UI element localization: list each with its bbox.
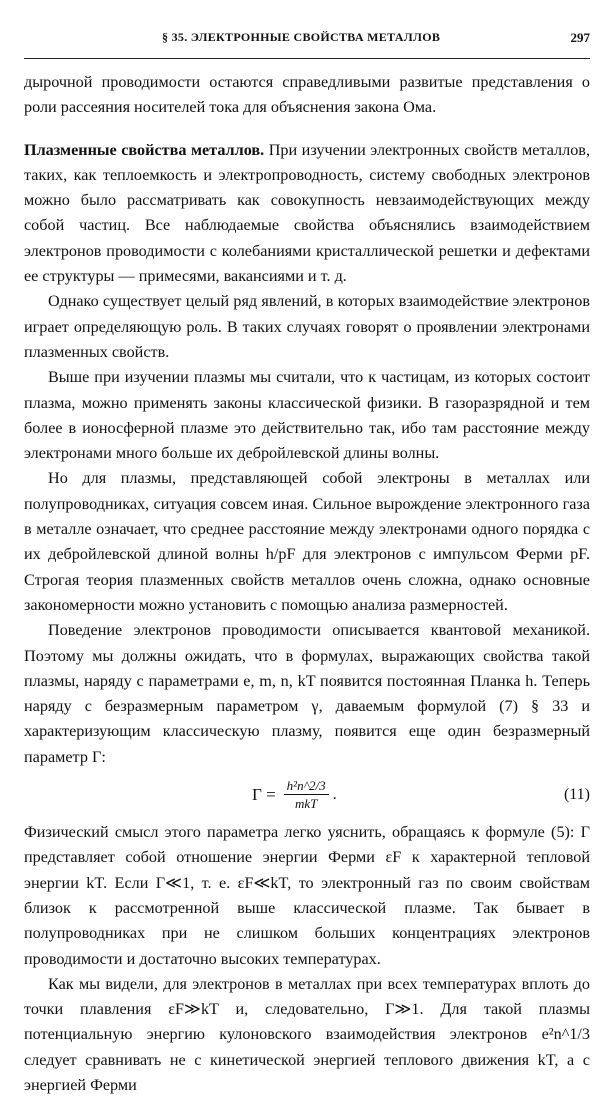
equation-body: [252, 778, 337, 811]
paragraph-plasma-properties: [24, 138, 590, 290]
equation-fraction: [284, 778, 329, 811]
section-heading: Плазменные свойства металлов.: [24, 140, 265, 159]
paragraph: Как мы видели, для электронов в металлах при всех температурах вплоть до точки плавления εF≫kT и, следовательно, Γ≫1. Для такой плазмы потенциальную энергию кулоновского взаимодействия электронов e²n^1/3 следует сравнивать не с кинетической энергией теплового движения kT, а с энергией Ферми: [24, 974, 590, 1094]
paragraph: Выше при изучении плазмы мы считали, что к частицам, из которых состоит плазма, можно применять законы классической физики. В газоразрядной и тем более в ионосферной плазме это действительно так, ибо там расстояние между электронами много больше их дебройлевской длины волны.: [24, 368, 590, 463]
running-header-title: § 35. ЭЛЕКТРОННЫЕ СВОЙСТВА МЕТАЛЛОВ: [162, 30, 441, 44]
equation-denominator: mkT: [294, 796, 318, 812]
header-rule: [24, 58, 590, 59]
paragraph: Однако существует целый ряд явлений, в которых взаимодействие электронов играет определяющую роль. В таких случаях говорят о проявлении электронами плазменных свойств.: [24, 292, 590, 361]
paragraph-continued: дырочной проводимости остаются справедливыми развитые представления о роли рассеяния носителей тока для объяснения закона Ома.: [24, 73, 590, 117]
paragraph-text: При изучении электронных свойств металлов, таких, как теплоемкость и электропроводность, систему свободных электронов можно было рассматривать как совокупность невзаимодействующих между собой частиц. Все наблюдаемые свойства объяснялись взаимодействием электронов проводимости с колебаниями кристаллической решетки и дефектами ее структуры — примесями, вакансиями и т. д.: [24, 140, 590, 286]
paragraph: Но для плазмы, представляющей собой электроны в металлах или полупроводниках, ситуация совсем иная. Сильное вырождение электронного газа в металле означает, что среднее расстояние между электронами одного порядка с их дебройлевской длиной волны h/pF для электронов с импульсом Ферми pF. Строгая теория плазменных свойств металлов очень сложна, однако основные закономерности можно установить с помощью анализа размерностей.: [24, 469, 590, 614]
paragraph: Физический смысл этого параметра легко уяснить, обращаясь к формуле (5): Γ представляет собой отношение энергии Ферми εF к характерной тепловой энергии kT. Если Γ≪1, т. е. εF≪kT, то электронный газ по своим свойствам близок к рассмотренной выше классической плазме. Так бывает в полупроводниках при не слишком больших концентрациях электронов проводимости и достаточно высоких температурах.: [24, 823, 590, 968]
page-number: 297: [570, 30, 590, 45]
equation-lhs: Γ =: [252, 784, 276, 804]
equation-11: [24, 772, 590, 816]
equation-number: (11): [563, 786, 590, 804]
body-text: [24, 70, 590, 1098]
equation-numerator: h²n^2/3: [284, 778, 329, 795]
equation-trailing: .: [332, 784, 337, 803]
running-header: [24, 30, 590, 52]
paragraph: Поведение электронов проводимости описывается квантовой механикой. Поэтому мы должны ожидать, что в формулах, выражающих свойства такой плазмы, наряду с параметрами e, m, n, kT появится постоянная Планка h. Теперь наряду с безразмерным параметром γ, даваемым формулой (7) § 33 и характеризующим классическую плазму, появится еще один безразмерный параметр Γ:: [24, 621, 590, 766]
